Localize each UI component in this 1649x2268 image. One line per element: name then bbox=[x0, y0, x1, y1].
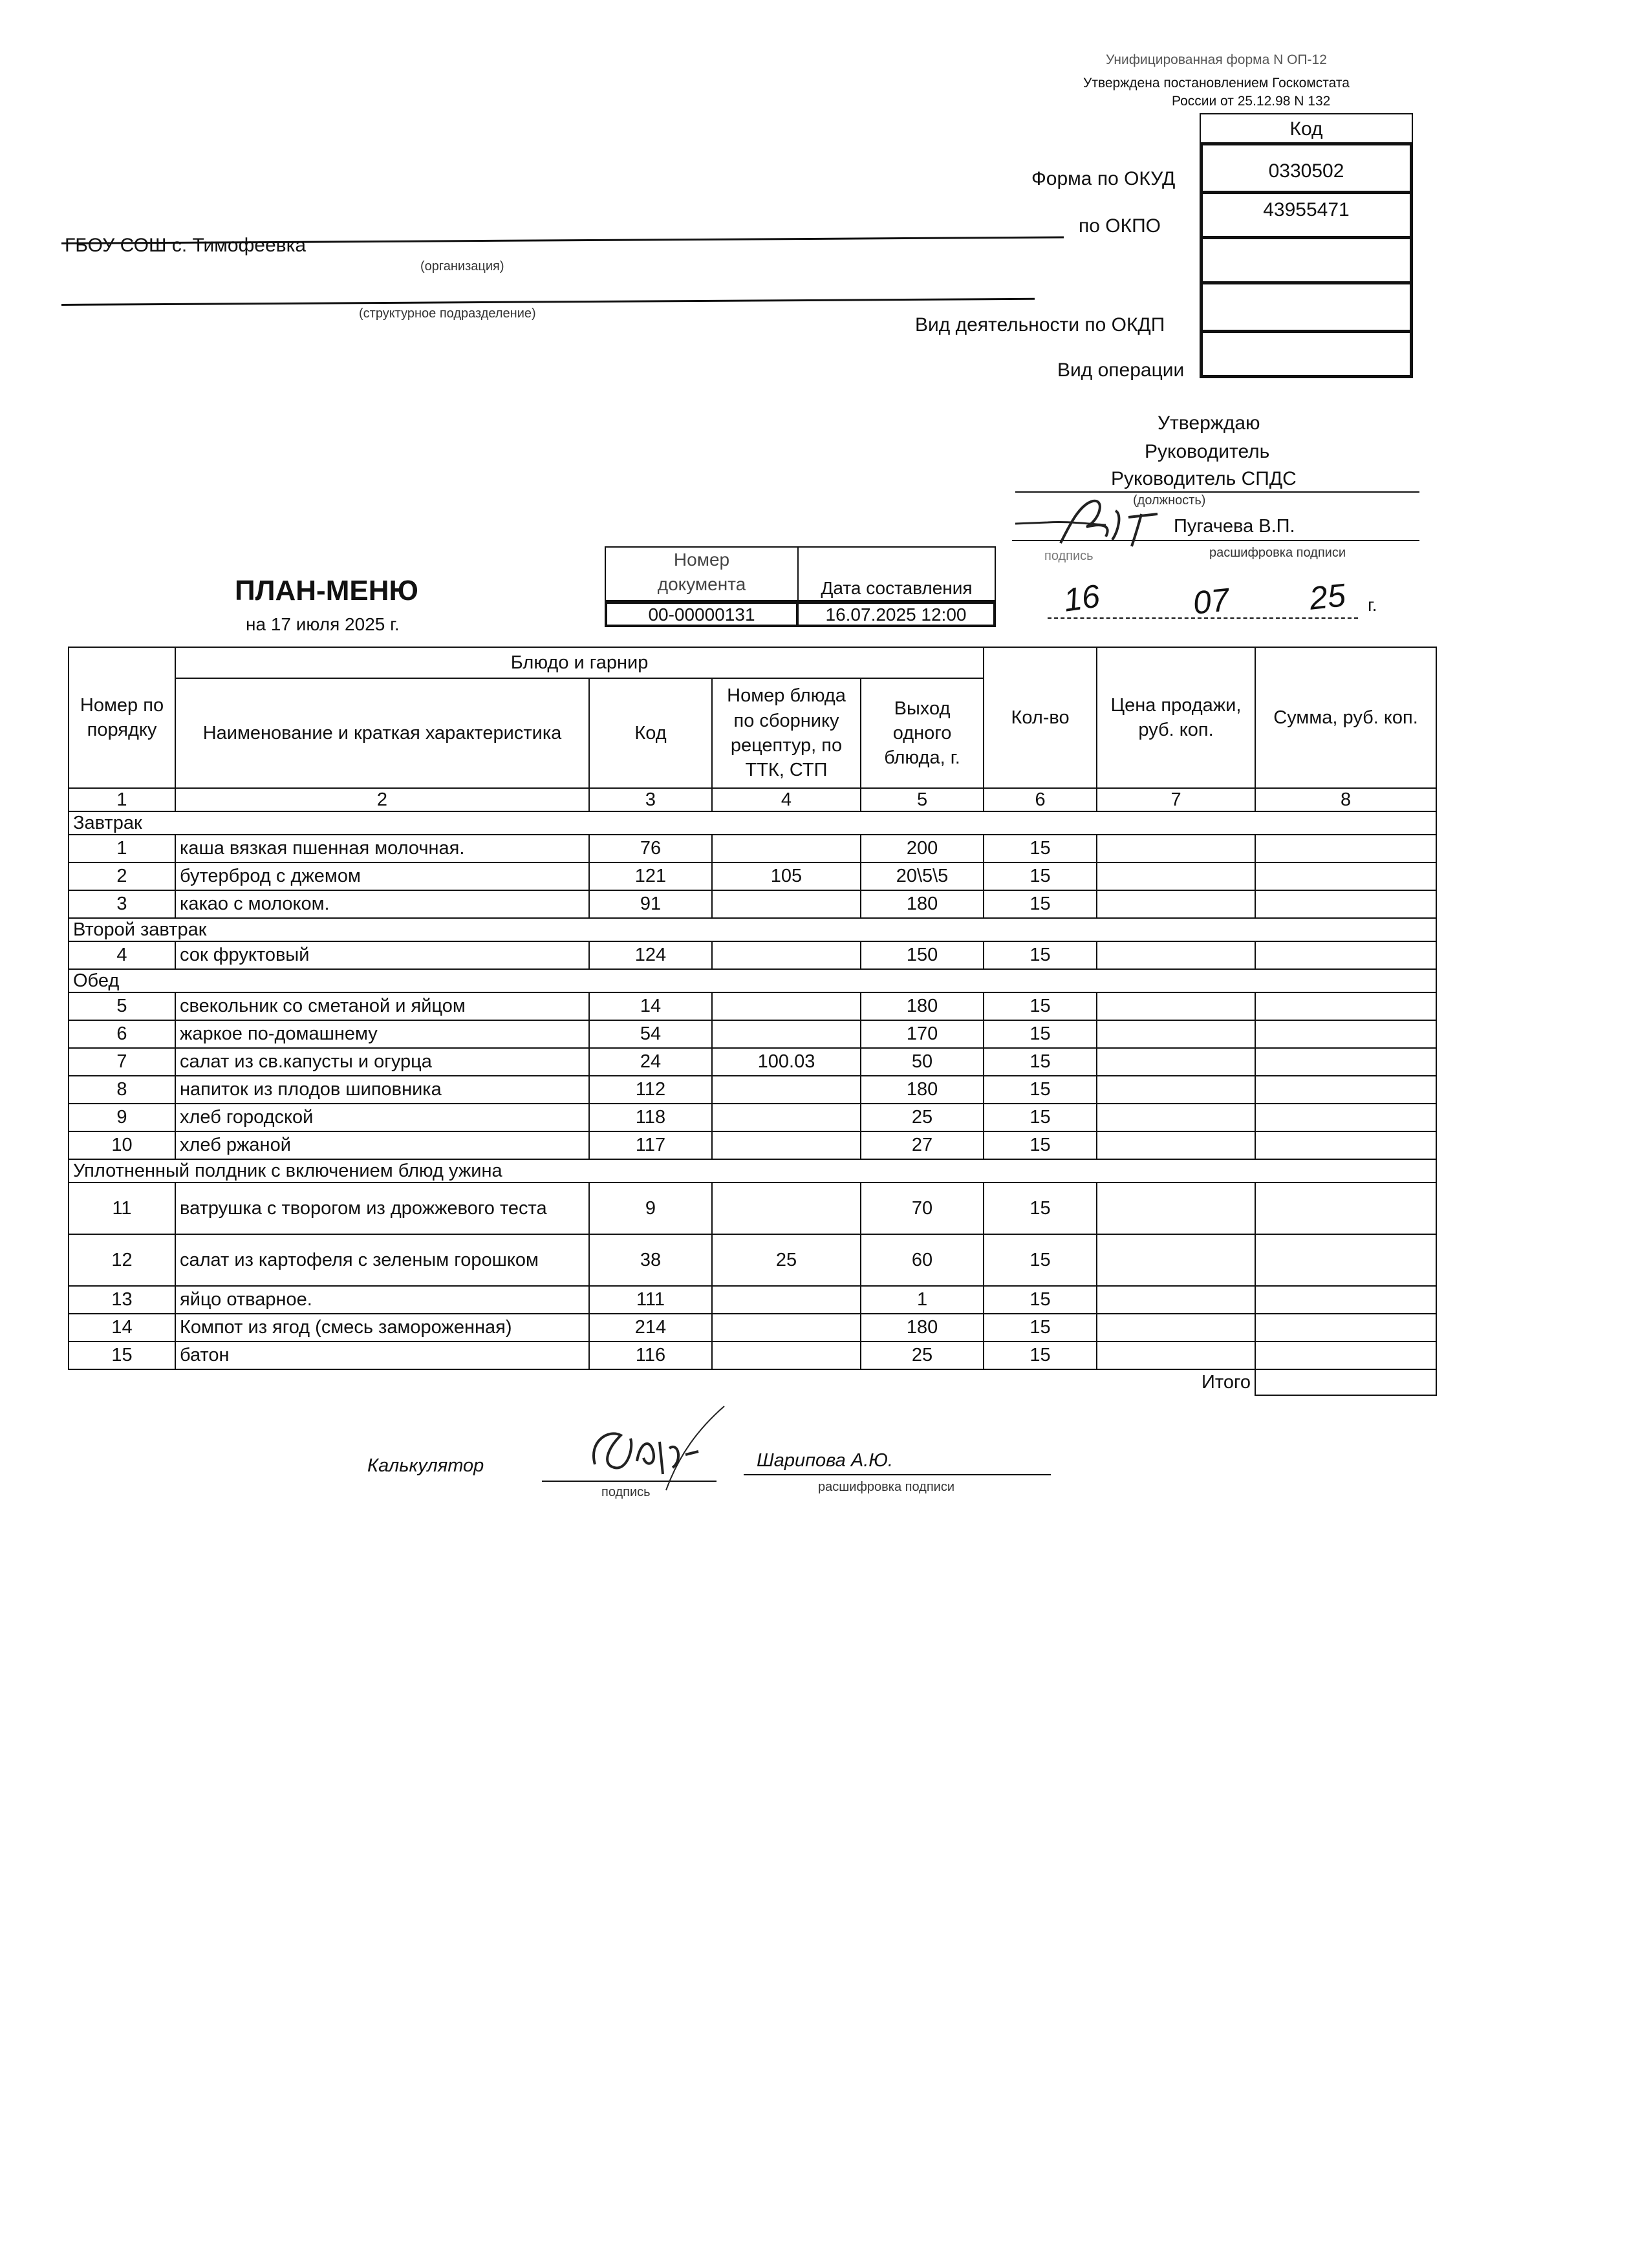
menu-table bbox=[68, 647, 1437, 1396]
dish-sum bbox=[1255, 941, 1436, 969]
dish-yield: 180 bbox=[861, 1314, 984, 1342]
col-number: 1 bbox=[69, 788, 175, 811]
recipe-number bbox=[712, 1286, 861, 1314]
dish-price bbox=[1097, 890, 1255, 918]
total-value bbox=[1255, 1369, 1436, 1395]
dish-yield: 70 bbox=[861, 1182, 984, 1234]
dish-yield: 20\5\5 bbox=[861, 862, 984, 890]
approval-date-month: 07 bbox=[1191, 581, 1231, 621]
dish-name: ватрушка с творогом из дрожжевого теста bbox=[175, 1182, 589, 1234]
dish-sum bbox=[1255, 1020, 1436, 1048]
form-header-line1: Унифицированная форма N ОП-12 bbox=[1106, 52, 1327, 67]
approver-name: Пугачева В.П. bbox=[1174, 516, 1295, 537]
dish-quantity: 15 bbox=[984, 1234, 1097, 1286]
recipe-number: 105 bbox=[712, 862, 861, 890]
dish-code: 54 bbox=[589, 1020, 712, 1048]
dish-name: сок фруктовый bbox=[175, 941, 589, 969]
dish-quantity: 15 bbox=[984, 1020, 1097, 1048]
dish-code: 121 bbox=[589, 862, 712, 890]
table-row bbox=[69, 1286, 1436, 1314]
dish-code: 14 bbox=[589, 992, 712, 1020]
dish-code: 112 bbox=[589, 1076, 712, 1104]
row-number: 13 bbox=[69, 1286, 175, 1314]
row-number: 15 bbox=[69, 1342, 175, 1369]
row-number: 12 bbox=[69, 1234, 175, 1286]
dish-yield: 180 bbox=[861, 1076, 984, 1104]
dish-sum bbox=[1255, 862, 1436, 890]
section-row bbox=[69, 969, 1436, 992]
col-number: 3 bbox=[589, 788, 712, 811]
form-header-line3: России от 25.12.98 N 132 bbox=[1172, 94, 1331, 109]
recipe-number bbox=[712, 835, 861, 862]
table-row bbox=[69, 835, 1436, 862]
dish-name: жаркое по-домашнему bbox=[175, 1020, 589, 1048]
table-row bbox=[69, 1131, 1436, 1159]
dish-yield: 180 bbox=[861, 992, 984, 1020]
approval-date-year: 25 bbox=[1308, 577, 1348, 617]
recipe-number bbox=[712, 1182, 861, 1234]
dish-yield: 200 bbox=[861, 835, 984, 862]
recipe-number bbox=[712, 1020, 861, 1048]
table-row bbox=[69, 1314, 1436, 1342]
col-number: 2 bbox=[175, 788, 589, 811]
okpo-label: по ОКПО bbox=[1079, 215, 1161, 237]
recipe-number bbox=[712, 1314, 861, 1342]
recipe-number: 25 bbox=[712, 1234, 861, 1286]
dish-price bbox=[1097, 1182, 1255, 1234]
okpo-value: 43955471 bbox=[1200, 194, 1413, 239]
col-number: 5 bbox=[861, 788, 984, 811]
header-group: Блюдо и гарнир bbox=[175, 647, 984, 678]
recipe-number bbox=[712, 1076, 861, 1104]
dish-name: хлеб ржаной bbox=[175, 1131, 589, 1159]
recipe-number bbox=[712, 890, 861, 918]
column-numbers-row bbox=[69, 788, 1436, 811]
approval-date-suffix: г. bbox=[1368, 595, 1377, 615]
calculator-decoding-caption: расшифровка подписи bbox=[818, 1480, 955, 1494]
recipe-number bbox=[712, 1104, 861, 1131]
operation-value bbox=[1200, 333, 1413, 378]
recipe-number bbox=[712, 1131, 861, 1159]
dish-price bbox=[1097, 992, 1255, 1020]
dish-sum bbox=[1255, 1314, 1436, 1342]
dish-price bbox=[1097, 1131, 1255, 1159]
row-number: 6 bbox=[69, 1020, 175, 1048]
doc-date-header: Дата составления bbox=[799, 546, 996, 601]
dish-name: батон bbox=[175, 1342, 589, 1369]
dish-yield: 27 bbox=[861, 1131, 984, 1159]
dish-quantity: 15 bbox=[984, 1342, 1097, 1369]
row-number: 10 bbox=[69, 1131, 175, 1159]
code-cell-empty-1 bbox=[1200, 239, 1413, 284]
calculator-signature-image bbox=[569, 1403, 763, 1500]
header-qty: Кол-во bbox=[984, 647, 1097, 788]
dish-code: 214 bbox=[589, 1314, 712, 1342]
row-number: 14 bbox=[69, 1314, 175, 1342]
header-price: Цена продажи, руб. коп. bbox=[1097, 647, 1255, 788]
dish-yield: 50 bbox=[861, 1048, 984, 1076]
date-line bbox=[1048, 617, 1358, 619]
dish-yield: 25 bbox=[861, 1104, 984, 1131]
calculator-role: Калькулятор bbox=[367, 1455, 484, 1476]
dish-quantity: 15 bbox=[984, 1286, 1097, 1314]
dish-code: 24 bbox=[589, 1048, 712, 1076]
dish-yield: 170 bbox=[861, 1020, 984, 1048]
dish-yield: 150 bbox=[861, 941, 984, 969]
section-row bbox=[69, 918, 1436, 941]
dish-code: 9 bbox=[589, 1182, 712, 1234]
dish-price bbox=[1097, 941, 1255, 969]
dish-sum bbox=[1255, 1182, 1436, 1234]
dish-code: 116 bbox=[589, 1342, 712, 1369]
dish-sum bbox=[1255, 992, 1436, 1020]
dish-sum bbox=[1255, 1104, 1436, 1131]
calculator-signature-caption: подпись bbox=[601, 1485, 651, 1499]
table-row bbox=[69, 1342, 1436, 1369]
header-recipe: Номер блюда по сборнику рецептур, по ТТК, СТП bbox=[712, 678, 861, 788]
dish-sum bbox=[1255, 1234, 1436, 1286]
col-number: 4 bbox=[712, 788, 861, 811]
doc-date: 16.07.2025 12:00 bbox=[799, 601, 996, 627]
header-sum: Сумма, руб. коп. bbox=[1255, 647, 1436, 788]
row-number: 3 bbox=[69, 890, 175, 918]
header-col-num: Номер по порядку bbox=[69, 647, 175, 788]
section-title: Обед bbox=[69, 969, 1436, 992]
row-number: 4 bbox=[69, 941, 175, 969]
dish-yield: 25 bbox=[861, 1342, 984, 1369]
organization-caption: (организация) bbox=[420, 259, 504, 273]
recipe-number bbox=[712, 1342, 861, 1369]
dish-sum bbox=[1255, 1342, 1436, 1369]
table-row bbox=[69, 1182, 1436, 1234]
dish-code: 118 bbox=[589, 1104, 712, 1131]
approval-line1: Утверждаю bbox=[1158, 412, 1260, 434]
dish-price bbox=[1097, 1314, 1255, 1342]
col-number: 8 bbox=[1255, 788, 1436, 811]
dish-price bbox=[1097, 1234, 1255, 1286]
dish-code: 38 bbox=[589, 1234, 712, 1286]
dish-code: 91 bbox=[589, 890, 712, 918]
approval-date-day: 16 bbox=[1061, 577, 1103, 619]
row-number: 9 bbox=[69, 1104, 175, 1131]
doc-number-header: Номер документа bbox=[605, 546, 799, 601]
form-header-line2: Утверждена постановлением Госкомстата bbox=[1083, 76, 1350, 91]
operation-label: Вид операции bbox=[1057, 359, 1185, 381]
section-row bbox=[69, 1159, 1436, 1182]
dish-quantity: 15 bbox=[984, 992, 1097, 1020]
dish-price bbox=[1097, 835, 1255, 862]
dish-price bbox=[1097, 1104, 1255, 1131]
dish-name: напиток из плодов шиповника bbox=[175, 1076, 589, 1104]
dish-name: каша вязкая пшенная молочная. bbox=[175, 835, 589, 862]
table-row bbox=[69, 992, 1436, 1020]
col-number: 7 bbox=[1097, 788, 1255, 811]
document-number-box bbox=[605, 546, 996, 627]
dish-price bbox=[1097, 1048, 1255, 1076]
dish-code: 117 bbox=[589, 1131, 712, 1159]
organization-name: ГБОУ СОШ с. Тимофеевка bbox=[65, 235, 307, 256]
dish-price bbox=[1097, 1342, 1255, 1369]
okdp-value bbox=[1200, 284, 1413, 333]
recipe-number bbox=[712, 992, 861, 1020]
dish-quantity: 15 bbox=[984, 1314, 1097, 1342]
row-number: 8 bbox=[69, 1076, 175, 1104]
approver-signature-caption: подпись bbox=[1044, 549, 1094, 563]
document-title: ПЛАН-МЕНЮ bbox=[235, 575, 418, 606]
doc-number: 00-00000131 bbox=[605, 601, 799, 627]
section-title: Второй завтрак bbox=[69, 918, 1436, 941]
table-row bbox=[69, 1076, 1436, 1104]
dish-code: 111 bbox=[589, 1286, 712, 1314]
dish-name: хлеб городской bbox=[175, 1104, 589, 1131]
approval-line2: Руководитель bbox=[1145, 441, 1270, 462]
dish-name: свекольник со сметаной и яйцом bbox=[175, 992, 589, 1020]
table-row bbox=[69, 1020, 1436, 1048]
dish-sum bbox=[1255, 1131, 1436, 1159]
row-number: 2 bbox=[69, 862, 175, 890]
dish-quantity: 15 bbox=[984, 1131, 1097, 1159]
dish-name: какао с молоком. bbox=[175, 890, 589, 918]
dish-name: Компот из ягод (смесь замороженная) bbox=[175, 1314, 589, 1342]
dish-quantity: 15 bbox=[984, 941, 1097, 969]
codes-box bbox=[1200, 113, 1413, 378]
recipe-number bbox=[712, 941, 861, 969]
dish-name: салат из св.капусты и огурца bbox=[175, 1048, 589, 1076]
row-number: 11 bbox=[69, 1182, 175, 1234]
dish-sum bbox=[1255, 890, 1436, 918]
calculator-name: Шарипова А.Ю. bbox=[757, 1450, 893, 1471]
table-row bbox=[69, 1104, 1436, 1131]
dish-sum bbox=[1255, 1048, 1436, 1076]
section-title: Уплотненный полдник с включением блюд ужина bbox=[69, 1159, 1436, 1182]
dish-yield: 180 bbox=[861, 890, 984, 918]
dish-name: яйцо отварное. bbox=[175, 1286, 589, 1314]
codes-header: Код bbox=[1200, 113, 1413, 142]
table-row bbox=[69, 890, 1436, 918]
total-label: Итого bbox=[1202, 1372, 1251, 1393]
col-number: 6 bbox=[984, 788, 1097, 811]
dish-quantity: 15 bbox=[984, 890, 1097, 918]
dish-quantity: 15 bbox=[984, 1076, 1097, 1104]
dish-price bbox=[1097, 1076, 1255, 1104]
dish-code: 124 bbox=[589, 941, 712, 969]
document-subtitle: на 17 июля 2025 г. bbox=[246, 614, 400, 634]
section-row bbox=[69, 811, 1436, 835]
dish-sum bbox=[1255, 835, 1436, 862]
row-number: 1 bbox=[69, 835, 175, 862]
okdp-label: Вид деятельности по ОКДП bbox=[915, 314, 1165, 336]
table-row bbox=[69, 1048, 1436, 1076]
subdivision-line bbox=[61, 298, 1035, 306]
header-code: Код bbox=[589, 678, 712, 788]
row-number: 5 bbox=[69, 992, 175, 1020]
dish-sum bbox=[1255, 1286, 1436, 1314]
dish-yield: 1 bbox=[861, 1286, 984, 1314]
dish-quantity: 15 bbox=[984, 1182, 1097, 1234]
header-name: Наименование и краткая характеристика bbox=[175, 678, 589, 788]
dish-quantity: 15 bbox=[984, 862, 1097, 890]
dish-price bbox=[1097, 1286, 1255, 1314]
dish-price bbox=[1097, 1020, 1255, 1048]
table-row bbox=[69, 1234, 1436, 1286]
okud-value: 0330502 bbox=[1200, 142, 1413, 194]
total-row bbox=[69, 1369, 1436, 1395]
dish-quantity: 15 bbox=[984, 1048, 1097, 1076]
approver-signature-image bbox=[1009, 485, 1190, 556]
menu-table-body bbox=[69, 811, 1436, 1395]
dish-name: бутерброд с джемом bbox=[175, 862, 589, 890]
dish-code: 76 bbox=[589, 835, 712, 862]
calculator-name-line bbox=[744, 1474, 1051, 1475]
header-yield: Выход одного блюда, г. bbox=[861, 678, 984, 788]
dish-quantity: 15 bbox=[984, 835, 1097, 862]
dish-quantity: 15 bbox=[984, 1104, 1097, 1131]
position-caption: (должность) bbox=[1133, 493, 1206, 508]
approval-position: Руководитель СПДС bbox=[1111, 468, 1297, 489]
dish-sum bbox=[1255, 1076, 1436, 1104]
dish-yield: 60 bbox=[861, 1234, 984, 1286]
row-number: 7 bbox=[69, 1048, 175, 1076]
dish-name: салат из картофеля с зеленым горошком bbox=[175, 1234, 589, 1286]
recipe-number: 100.03 bbox=[712, 1048, 861, 1076]
section-title: Завтрак bbox=[69, 811, 1436, 835]
approver-decoding-caption: расшифровка подписи bbox=[1209, 546, 1346, 560]
table-row bbox=[69, 862, 1436, 890]
dish-price bbox=[1097, 862, 1255, 890]
okud-label: Форма по ОКУД bbox=[1031, 168, 1176, 189]
table-row bbox=[69, 941, 1436, 969]
subdivision-caption: (структурное подразделение) bbox=[359, 306, 536, 321]
